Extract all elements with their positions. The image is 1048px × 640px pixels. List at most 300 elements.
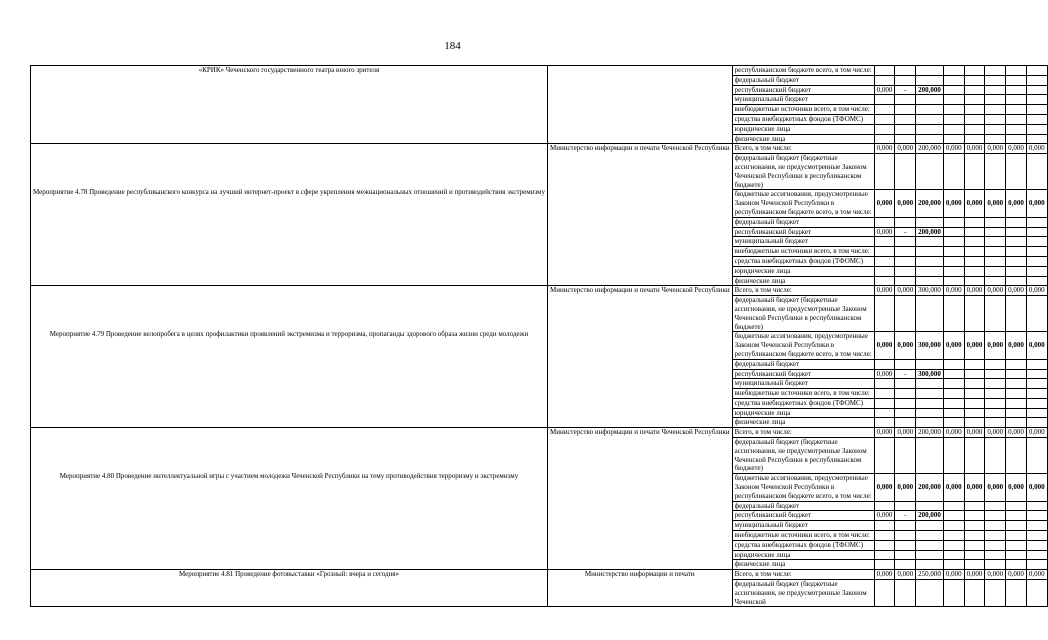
amount-cell bbox=[943, 580, 964, 607]
funding-source-cell: юридические лица bbox=[732, 550, 874, 560]
amount-cell bbox=[943, 247, 964, 257]
amount-cell bbox=[985, 379, 1006, 389]
amount-cell: 0,000 bbox=[1026, 190, 1047, 217]
funding-source-cell: Всего, в том числе: bbox=[732, 286, 874, 296]
amount-cell bbox=[1006, 247, 1027, 257]
amount-cell bbox=[985, 124, 1006, 134]
amount-cell bbox=[874, 560, 895, 570]
amount-cell: 200,000 bbox=[916, 190, 944, 217]
amount-cell bbox=[874, 237, 895, 247]
amount-cell bbox=[985, 95, 1006, 105]
amount-cell bbox=[943, 521, 964, 531]
funding-source-cell: федеральный бюджет bbox=[732, 217, 874, 227]
funding-source-cell: федеральный бюджет (бюджетные ассигнования, не предусмотренные Законом Чеченской Республики в республиканском бюджете) bbox=[732, 154, 874, 190]
amount-cell bbox=[964, 124, 985, 134]
amount-cell bbox=[916, 408, 944, 418]
amount-cell bbox=[943, 359, 964, 369]
amount-cell bbox=[1026, 418, 1047, 428]
amount-cell bbox=[874, 501, 895, 511]
amount-cell: 0,000 bbox=[1006, 286, 1027, 296]
amount-cell bbox=[1026, 359, 1047, 369]
funding-source-cell: внебюджетные источники всего, в том числе: bbox=[732, 105, 874, 115]
amount-cell bbox=[916, 531, 944, 541]
amount-cell bbox=[964, 95, 985, 105]
funding-source-cell: средства внебюджетных фондов (ТФОМС) bbox=[732, 398, 874, 408]
amount-cell bbox=[943, 418, 964, 428]
amount-cell: 0,000 bbox=[874, 332, 895, 359]
amount-cell bbox=[1006, 550, 1027, 560]
amount-cell bbox=[1026, 276, 1047, 286]
amount-cell bbox=[916, 550, 944, 560]
executor-cell bbox=[547, 66, 732, 144]
amount-cell: 0,000 bbox=[964, 144, 985, 154]
amount-cell bbox=[964, 296, 985, 332]
amount-cell bbox=[1026, 266, 1047, 276]
funding-source-cell: физические лица bbox=[732, 134, 874, 144]
amount-cell bbox=[1026, 369, 1047, 379]
amount-cell bbox=[895, 266, 916, 276]
amount-cell bbox=[916, 247, 944, 257]
amount-cell bbox=[895, 124, 916, 134]
activity-name-cell: Мероприятие 4.78 Проведение республиканского конкурса на лучший интернет-проект в сфере укрепления межнациональных отношений и противодействия экстремизму bbox=[31, 144, 548, 286]
amount-cell bbox=[943, 296, 964, 332]
amount-cell: 0,000 bbox=[874, 511, 895, 521]
amount-cell bbox=[1006, 418, 1027, 428]
amount-cell bbox=[1006, 389, 1027, 399]
amount-cell bbox=[964, 66, 985, 76]
amount-cell bbox=[895, 256, 916, 266]
amount-cell bbox=[964, 227, 985, 237]
amount-cell bbox=[985, 114, 1006, 124]
amount-cell bbox=[874, 217, 895, 227]
amount-cell bbox=[874, 66, 895, 76]
amount-cell bbox=[943, 266, 964, 276]
amount-cell: 0,000 bbox=[895, 474, 916, 501]
amount-cell bbox=[916, 134, 944, 144]
amount-cell bbox=[985, 408, 1006, 418]
funding-source-cell: бюджетные ассигнования, предусмотренные Законом Чеченской Республики в республиканском бюджете всего, в том числе: bbox=[732, 474, 874, 501]
activity-name-cell: Мероприятие 4.81 Проведение фотовыставки «Грозный: вчера и сегодня» bbox=[31, 570, 548, 607]
amount-cell bbox=[964, 75, 985, 85]
amount-cell: 0,000 bbox=[874, 85, 895, 95]
amount-cell bbox=[985, 256, 1006, 266]
amount-cell bbox=[916, 521, 944, 531]
funding-source-cell: средства внебюджетных фондов (ТФОМС) bbox=[732, 114, 874, 124]
amount-cell bbox=[1006, 85, 1027, 95]
amount-cell bbox=[985, 85, 1006, 95]
amount-cell bbox=[964, 418, 985, 428]
table-row bbox=[31, 428, 1048, 438]
amount-cell bbox=[964, 134, 985, 144]
amount-cell bbox=[943, 398, 964, 408]
amount-cell bbox=[943, 217, 964, 227]
amount-cell bbox=[1026, 580, 1047, 607]
amount-cell: 0,000 bbox=[1026, 570, 1047, 580]
amount-cell bbox=[916, 418, 944, 428]
amount-cell bbox=[874, 521, 895, 531]
amount-cell bbox=[943, 237, 964, 247]
amount-cell bbox=[943, 276, 964, 286]
amount-cell bbox=[895, 95, 916, 105]
amount-cell bbox=[916, 75, 944, 85]
amount-cell bbox=[1026, 114, 1047, 124]
amount-cell bbox=[895, 247, 916, 257]
amount-cell bbox=[1006, 540, 1027, 550]
amount-cell bbox=[985, 418, 1006, 428]
amount-cell bbox=[874, 266, 895, 276]
amount-cell bbox=[1026, 217, 1047, 227]
amount-cell: 0,000 bbox=[985, 570, 1006, 580]
amount-cell bbox=[874, 75, 895, 85]
amount-cell: 0,000 bbox=[985, 474, 1006, 501]
amount-cell bbox=[1006, 560, 1027, 570]
executor-cell: Министерство информации и печати bbox=[547, 570, 732, 607]
amount-cell bbox=[1006, 408, 1027, 418]
amount-cell bbox=[895, 389, 916, 399]
amount-cell: 0,000 bbox=[1006, 474, 1027, 501]
amount-cell bbox=[916, 95, 944, 105]
funding-source-cell: внебюджетные источники всего, в том числе: bbox=[732, 247, 874, 257]
amount-cell bbox=[985, 580, 1006, 607]
funding-source-cell: республиканском бюджете всего, в том числе: bbox=[732, 66, 874, 76]
amount-cell: 0,000 bbox=[985, 428, 1006, 438]
funding-source-cell: республиканский бюджет bbox=[732, 227, 874, 237]
amount-cell bbox=[916, 105, 944, 115]
funding-source-cell: республиканский бюджет bbox=[732, 511, 874, 521]
amount-cell bbox=[985, 550, 1006, 560]
amount-cell bbox=[1006, 154, 1027, 190]
amount-cell: 0,000 bbox=[895, 570, 916, 580]
amount-cell bbox=[874, 105, 895, 115]
funding-source-cell: муниципальный бюджет bbox=[732, 237, 874, 247]
amount-cell: 0,000 bbox=[874, 474, 895, 501]
amount-cell bbox=[1026, 398, 1047, 408]
amount-cell: 0,000 bbox=[874, 369, 895, 379]
amount-cell bbox=[985, 134, 1006, 144]
amount-cell bbox=[1026, 237, 1047, 247]
amount-cell bbox=[964, 369, 985, 379]
amount-cell bbox=[985, 521, 1006, 531]
amount-cell: 0,000 bbox=[874, 227, 895, 237]
amount-cell: 0,000 bbox=[985, 286, 1006, 296]
amount-cell: 200,000 bbox=[916, 511, 944, 521]
amount-cell bbox=[985, 531, 1006, 541]
table-row bbox=[31, 286, 1048, 296]
amount-cell bbox=[985, 511, 1006, 521]
amount-cell bbox=[943, 66, 964, 76]
amount-cell bbox=[943, 438, 964, 474]
amount-cell: 0,000 bbox=[1026, 474, 1047, 501]
amount-cell bbox=[1006, 359, 1027, 369]
amount-cell bbox=[874, 550, 895, 560]
amount-cell bbox=[964, 398, 985, 408]
funding-source-cell: внебюджетные источники всего, в том числе: bbox=[732, 531, 874, 541]
table-row bbox=[31, 66, 1048, 76]
amount-cell bbox=[943, 124, 964, 134]
amount-cell bbox=[943, 85, 964, 95]
amount-cell bbox=[964, 521, 985, 531]
amount-cell bbox=[1026, 501, 1047, 511]
amount-cell bbox=[964, 266, 985, 276]
amount-cell bbox=[985, 266, 1006, 276]
amount-cell bbox=[943, 105, 964, 115]
amount-cell: 0,000 bbox=[1006, 570, 1027, 580]
amount-cell bbox=[1026, 124, 1047, 134]
amount-cell bbox=[874, 408, 895, 418]
amount-cell bbox=[985, 227, 1006, 237]
amount-cell: - bbox=[895, 369, 916, 379]
amount-cell bbox=[985, 560, 1006, 570]
amount-cell bbox=[943, 75, 964, 85]
amount-cell: 0,000 bbox=[874, 144, 895, 154]
amount-cell: - bbox=[895, 511, 916, 521]
amount-cell bbox=[1006, 369, 1027, 379]
amount-cell bbox=[1006, 501, 1027, 511]
amount-cell bbox=[943, 389, 964, 399]
amount-cell bbox=[874, 124, 895, 134]
amount-cell bbox=[874, 418, 895, 428]
amount-cell: - bbox=[895, 227, 916, 237]
amount-cell bbox=[916, 266, 944, 276]
amount-cell bbox=[1006, 511, 1027, 521]
amount-cell bbox=[1026, 296, 1047, 332]
activity-name-cell: Мероприятие 4.79 Проведение велопробега в целях профилактики проявлений экстремизма и терроризма, пропаганды здорового образа жизни среди молодежи bbox=[31, 286, 548, 428]
amount-cell: - bbox=[895, 85, 916, 95]
amount-cell bbox=[874, 359, 895, 369]
amount-cell bbox=[916, 501, 944, 511]
amount-cell bbox=[916, 217, 944, 227]
amount-cell bbox=[1026, 134, 1047, 144]
funding-source-cell: физические лица bbox=[732, 276, 874, 286]
amount-cell bbox=[964, 256, 985, 266]
amount-cell bbox=[1026, 560, 1047, 570]
amount-cell bbox=[1026, 105, 1047, 115]
executor-cell: Министерство информации и печати Чеченской Республики bbox=[547, 286, 732, 428]
amount-cell bbox=[1026, 521, 1047, 531]
amount-cell: 0,000 bbox=[964, 190, 985, 217]
amount-cell bbox=[916, 560, 944, 570]
amount-cell bbox=[895, 379, 916, 389]
amount-cell: 0,000 bbox=[1026, 286, 1047, 296]
amount-cell bbox=[1026, 256, 1047, 266]
amount-cell: 0,000 bbox=[895, 190, 916, 217]
amount-cell bbox=[964, 85, 985, 95]
amount-cell bbox=[1006, 105, 1027, 115]
amount-cell bbox=[985, 237, 1006, 247]
amount-cell bbox=[1026, 379, 1047, 389]
amount-cell bbox=[985, 154, 1006, 190]
amount-cell: 0,000 bbox=[1006, 144, 1027, 154]
funding-source-cell: федеральный бюджет (бюджетные ассигнования, не предусмотренные Законом Чеченской bbox=[732, 580, 874, 607]
amount-cell bbox=[985, 540, 1006, 550]
amount-cell bbox=[916, 438, 944, 474]
amount-cell: 0,000 bbox=[964, 570, 985, 580]
amount-cell bbox=[1026, 66, 1047, 76]
amount-cell bbox=[964, 438, 985, 474]
amount-cell bbox=[895, 105, 916, 115]
activity-name-cell: Мероприятие 4.80 Проведение интеллектуальной игры с участием молодежи Чеченской Республики на тему противодействия терроризму и экстремизму bbox=[31, 428, 548, 570]
amount-cell bbox=[943, 531, 964, 541]
amount-cell bbox=[985, 359, 1006, 369]
amount-cell bbox=[1006, 256, 1027, 266]
amount-cell bbox=[964, 389, 985, 399]
funding-source-cell: Всего, в том числе: bbox=[732, 570, 874, 580]
amount-cell bbox=[943, 95, 964, 105]
amount-cell bbox=[985, 296, 1006, 332]
amount-cell bbox=[1006, 66, 1027, 76]
funding-source-cell: средства внебюджетных фондов (ТФОМС) bbox=[732, 540, 874, 550]
amount-cell bbox=[1026, 511, 1047, 521]
amount-cell bbox=[874, 134, 895, 144]
amount-cell bbox=[1026, 438, 1047, 474]
amount-cell: 200,000 bbox=[916, 227, 944, 237]
amount-cell: 0,000 bbox=[1026, 332, 1047, 359]
amount-cell bbox=[895, 438, 916, 474]
table-row bbox=[31, 144, 1048, 154]
amount-cell bbox=[964, 247, 985, 257]
amount-cell bbox=[1006, 217, 1027, 227]
amount-cell bbox=[874, 256, 895, 266]
amount-cell bbox=[916, 276, 944, 286]
amount-cell bbox=[916, 66, 944, 76]
amount-cell: 0,000 bbox=[985, 190, 1006, 217]
amount-cell: 0,000 bbox=[985, 332, 1006, 359]
amount-cell bbox=[874, 154, 895, 190]
amount-cell bbox=[964, 276, 985, 286]
amount-cell bbox=[874, 95, 895, 105]
amount-cell bbox=[985, 105, 1006, 115]
funding-source-cell: средства внебюджетных фондов (ТФОМС) bbox=[732, 256, 874, 266]
funding-source-cell: юридические лица bbox=[732, 408, 874, 418]
amount-cell bbox=[1026, 75, 1047, 85]
amount-cell: 300,000 bbox=[916, 286, 944, 296]
funding-source-cell: федеральный бюджет bbox=[732, 501, 874, 511]
amount-cell bbox=[874, 398, 895, 408]
amount-cell bbox=[916, 580, 944, 607]
amount-cell bbox=[916, 256, 944, 266]
amount-cell bbox=[1006, 276, 1027, 286]
amount-cell bbox=[895, 398, 916, 408]
funding-source-cell: физические лица bbox=[732, 560, 874, 570]
amount-cell bbox=[964, 550, 985, 560]
amount-cell: 0,000 bbox=[964, 428, 985, 438]
amount-cell bbox=[895, 521, 916, 531]
amount-cell bbox=[1006, 531, 1027, 541]
amount-cell bbox=[895, 75, 916, 85]
amount-cell bbox=[895, 359, 916, 369]
amount-cell bbox=[964, 105, 985, 115]
amount-cell bbox=[1006, 237, 1027, 247]
table-row bbox=[31, 570, 1048, 580]
funding-source-cell: федеральный бюджет (бюджетные ассигнования, не предусмотренные Законом Чеченской Республики в республиканском бюджете) bbox=[732, 438, 874, 474]
amount-cell: 0,000 bbox=[943, 428, 964, 438]
amount-cell bbox=[964, 379, 985, 389]
amount-cell bbox=[1026, 389, 1047, 399]
amount-cell bbox=[1006, 134, 1027, 144]
amount-cell: 0,000 bbox=[985, 144, 1006, 154]
funding-source-cell: муниципальный бюджет bbox=[732, 95, 874, 105]
amount-cell bbox=[1026, 95, 1047, 105]
amount-cell bbox=[985, 276, 1006, 286]
amount-cell bbox=[1026, 247, 1047, 257]
amount-cell bbox=[1026, 408, 1047, 418]
funding-source-cell: республиканский бюджет bbox=[732, 369, 874, 379]
amount-cell bbox=[964, 408, 985, 418]
amount-cell bbox=[964, 580, 985, 607]
amount-cell bbox=[943, 379, 964, 389]
amount-cell bbox=[943, 134, 964, 144]
amount-cell: 0,000 bbox=[1006, 332, 1027, 359]
amount-cell bbox=[895, 134, 916, 144]
amount-cell bbox=[874, 296, 895, 332]
funding-source-cell: муниципальный бюджет bbox=[732, 379, 874, 389]
amount-cell: 0,000 bbox=[1026, 428, 1047, 438]
budget-table bbox=[30, 65, 1048, 607]
amount-cell: 300,000 bbox=[916, 332, 944, 359]
amount-cell bbox=[895, 531, 916, 541]
funding-source-cell: федеральный бюджет (бюджетные ассигнования, не предусмотренные Законом Чеченской Республики в республиканском бюджете) bbox=[732, 296, 874, 332]
amount-cell: 0,000 bbox=[964, 474, 985, 501]
executor-cell: Министерство информации и печати Чеченской Республики bbox=[547, 144, 732, 286]
amount-cell: 0,000 bbox=[895, 286, 916, 296]
executor-cell: Министерство информации и печати Чеченской Республики bbox=[547, 428, 732, 570]
amount-cell bbox=[985, 501, 1006, 511]
amount-cell bbox=[874, 531, 895, 541]
amount-cell bbox=[964, 560, 985, 570]
amount-cell bbox=[1006, 398, 1027, 408]
amount-cell bbox=[895, 66, 916, 76]
amount-cell bbox=[964, 511, 985, 521]
amount-cell: 0,000 bbox=[1006, 428, 1027, 438]
amount-cell bbox=[985, 247, 1006, 257]
amount-cell bbox=[874, 379, 895, 389]
amount-cell bbox=[943, 511, 964, 521]
amount-cell bbox=[1026, 540, 1047, 550]
amount-cell bbox=[916, 540, 944, 550]
amount-cell bbox=[985, 438, 1006, 474]
amount-cell bbox=[1006, 580, 1027, 607]
amount-cell bbox=[1006, 114, 1027, 124]
amount-cell bbox=[985, 398, 1006, 408]
amount-cell: 0,000 bbox=[895, 144, 916, 154]
amount-cell bbox=[943, 408, 964, 418]
amount-cell bbox=[985, 217, 1006, 227]
amount-cell bbox=[895, 114, 916, 124]
amount-cell bbox=[916, 124, 944, 134]
funding-source-cell: Всего, в том числе: bbox=[732, 144, 874, 154]
amount-cell: 0,000 bbox=[943, 286, 964, 296]
amount-cell bbox=[874, 114, 895, 124]
amount-cell bbox=[916, 114, 944, 124]
amount-cell bbox=[895, 540, 916, 550]
amount-cell bbox=[895, 550, 916, 560]
amount-cell: 200,000 bbox=[916, 85, 944, 95]
amount-cell bbox=[964, 217, 985, 227]
amount-cell bbox=[964, 540, 985, 550]
amount-cell bbox=[1026, 550, 1047, 560]
amount-cell bbox=[916, 154, 944, 190]
amount-cell bbox=[985, 75, 1006, 85]
amount-cell: 200,000 bbox=[916, 474, 944, 501]
amount-cell bbox=[1006, 296, 1027, 332]
funding-source-cell: Всего, в том числе: bbox=[732, 428, 874, 438]
amount-cell bbox=[964, 531, 985, 541]
funding-source-cell: федеральный бюджет bbox=[732, 359, 874, 369]
amount-cell bbox=[895, 580, 916, 607]
funding-source-cell: бюджетные ассигнования, предусмотренные Законом Чеченской Республики в республиканском бюджете всего, в том числе: bbox=[732, 332, 874, 359]
funding-source-cell: юридические лица bbox=[732, 124, 874, 134]
amount-cell: 250,000 bbox=[916, 570, 944, 580]
